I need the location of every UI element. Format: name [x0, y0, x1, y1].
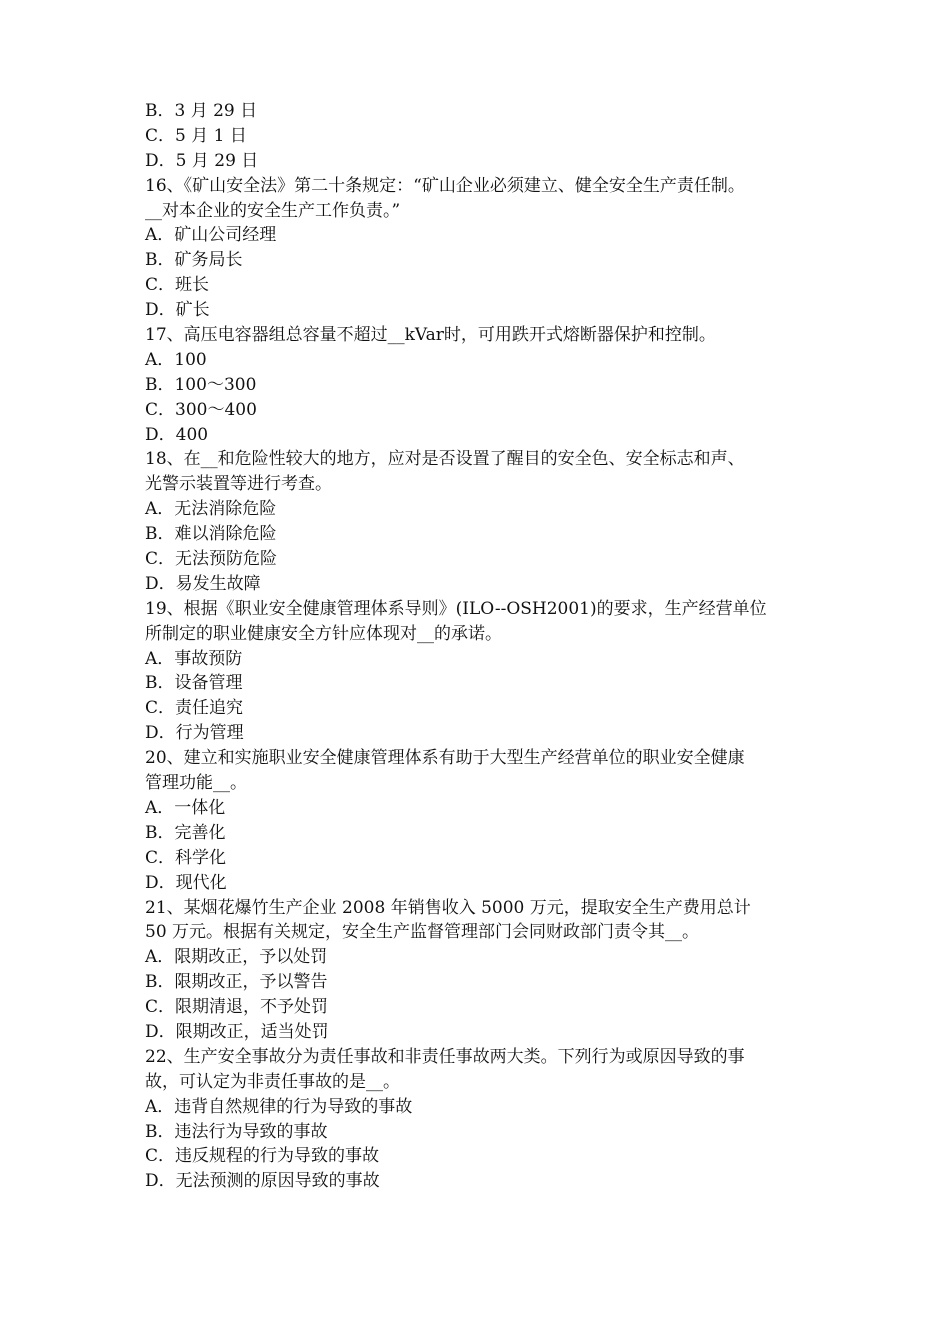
- question-17: [145, 323, 815, 447]
- question-text: 管理功能__。: [145, 773, 247, 794]
- question-text: 20、建立和实施职业安全健康管理体系有助于大型生产经营单位的职业安全健康: [145, 748, 745, 769]
- option-c: C．无法预防危险: [145, 549, 278, 570]
- option-a: A．限期改正，予以处罚: [145, 947, 328, 968]
- document-page: [145, 99, 815, 1194]
- option-b: B．设备管理: [145, 673, 243, 694]
- option-a: A．矿山公司经理: [145, 225, 277, 246]
- question-19: [145, 597, 815, 746]
- question-22: [145, 1045, 815, 1194]
- option-d: D．行为管理: [145, 723, 244, 744]
- option-c: C．300～400: [145, 399, 257, 420]
- option-d: D．易发生故障: [145, 573, 261, 594]
- question-text: 17、高压电容器组总容量不超过__kVar时，可用跌开式熔断器保护和控制。: [145, 325, 716, 346]
- option-b: B．100～300: [145, 374, 257, 395]
- question-text: 光警示装置等进行考查。: [145, 474, 332, 495]
- option-d: D．400: [145, 424, 209, 445]
- option-c: C．班长: [145, 275, 210, 296]
- question-text: 故，可认定为非责任事故的是__。: [145, 1071, 400, 1092]
- option-c: C．限期清退，不予处罚: [145, 997, 329, 1018]
- question-text: 16、《矿山安全法》第二十条规定：“矿山企业必须建立、健全安全生产责任制。: [145, 175, 745, 196]
- option-a: A．100: [145, 349, 207, 370]
- question-text: 22、生产安全事故分为责任事故和非责任事故两大类。下列行为或原因导致的事: [145, 1046, 745, 1067]
- option-b: B．3 月 29 日: [145, 101, 258, 121]
- option-b: B．完善化: [145, 822, 226, 843]
- option-d: D．限期改正，适当处罚: [145, 1021, 329, 1042]
- option-b: B．违法行为导致的事故: [145, 1121, 328, 1142]
- question-text: 21、某烟花爆竹生产企业 2008 年销售收入 5000 万元，提取安全生产费用总计: [145, 897, 751, 918]
- option-c: C．科学化: [145, 847, 227, 868]
- option-a: A．一体化: [145, 797, 226, 818]
- option-b: B．难以消除危险: [145, 524, 277, 545]
- option-b: B．限期改正，予以警告: [145, 972, 328, 993]
- option-a: A．无法消除危险: [145, 499, 277, 520]
- question-text: 18、在__和危险性较大的地方，应对是否设置了醒目的安全色、安全标志和声、: [145, 449, 745, 470]
- option-c: C．5 月 1 日: [145, 125, 247, 146]
- question-15-tail: [145, 99, 815, 174]
- option-b: B．矿务局长: [145, 250, 243, 271]
- option-a: A．违背自然规律的行为导致的事故: [145, 1096, 413, 1117]
- option-d: D．无法预测的原因导致的事故: [145, 1171, 380, 1192]
- question-text: 所制定的职业健康安全方针应体现对__的承诺。: [145, 623, 502, 644]
- option-d: D．矿长: [145, 300, 210, 321]
- question-18: [145, 447, 815, 596]
- question-text: 50 万元。根据有关规定，安全生产监督管理部门会同财政部门责令其__。: [145, 922, 700, 943]
- question-text: __对本企业的安全生产工作负责。”: [145, 200, 401, 221]
- question-text: 19、根据《职业安全健康管理体系导则》(ILO--OSH2001)的要求，生产经营单位: [145, 598, 767, 619]
- question-16: [145, 174, 815, 323]
- option-c: C．责任追究: [145, 698, 244, 719]
- question-21: [145, 896, 815, 1045]
- question-20: [145, 746, 815, 895]
- option-a: A．事故预防: [145, 648, 243, 669]
- option-c: C．违反规程的行为导致的事故: [145, 1146, 380, 1167]
- option-d: D．现代化: [145, 872, 227, 893]
- option-d: D．5 月 29 日: [145, 150, 259, 171]
